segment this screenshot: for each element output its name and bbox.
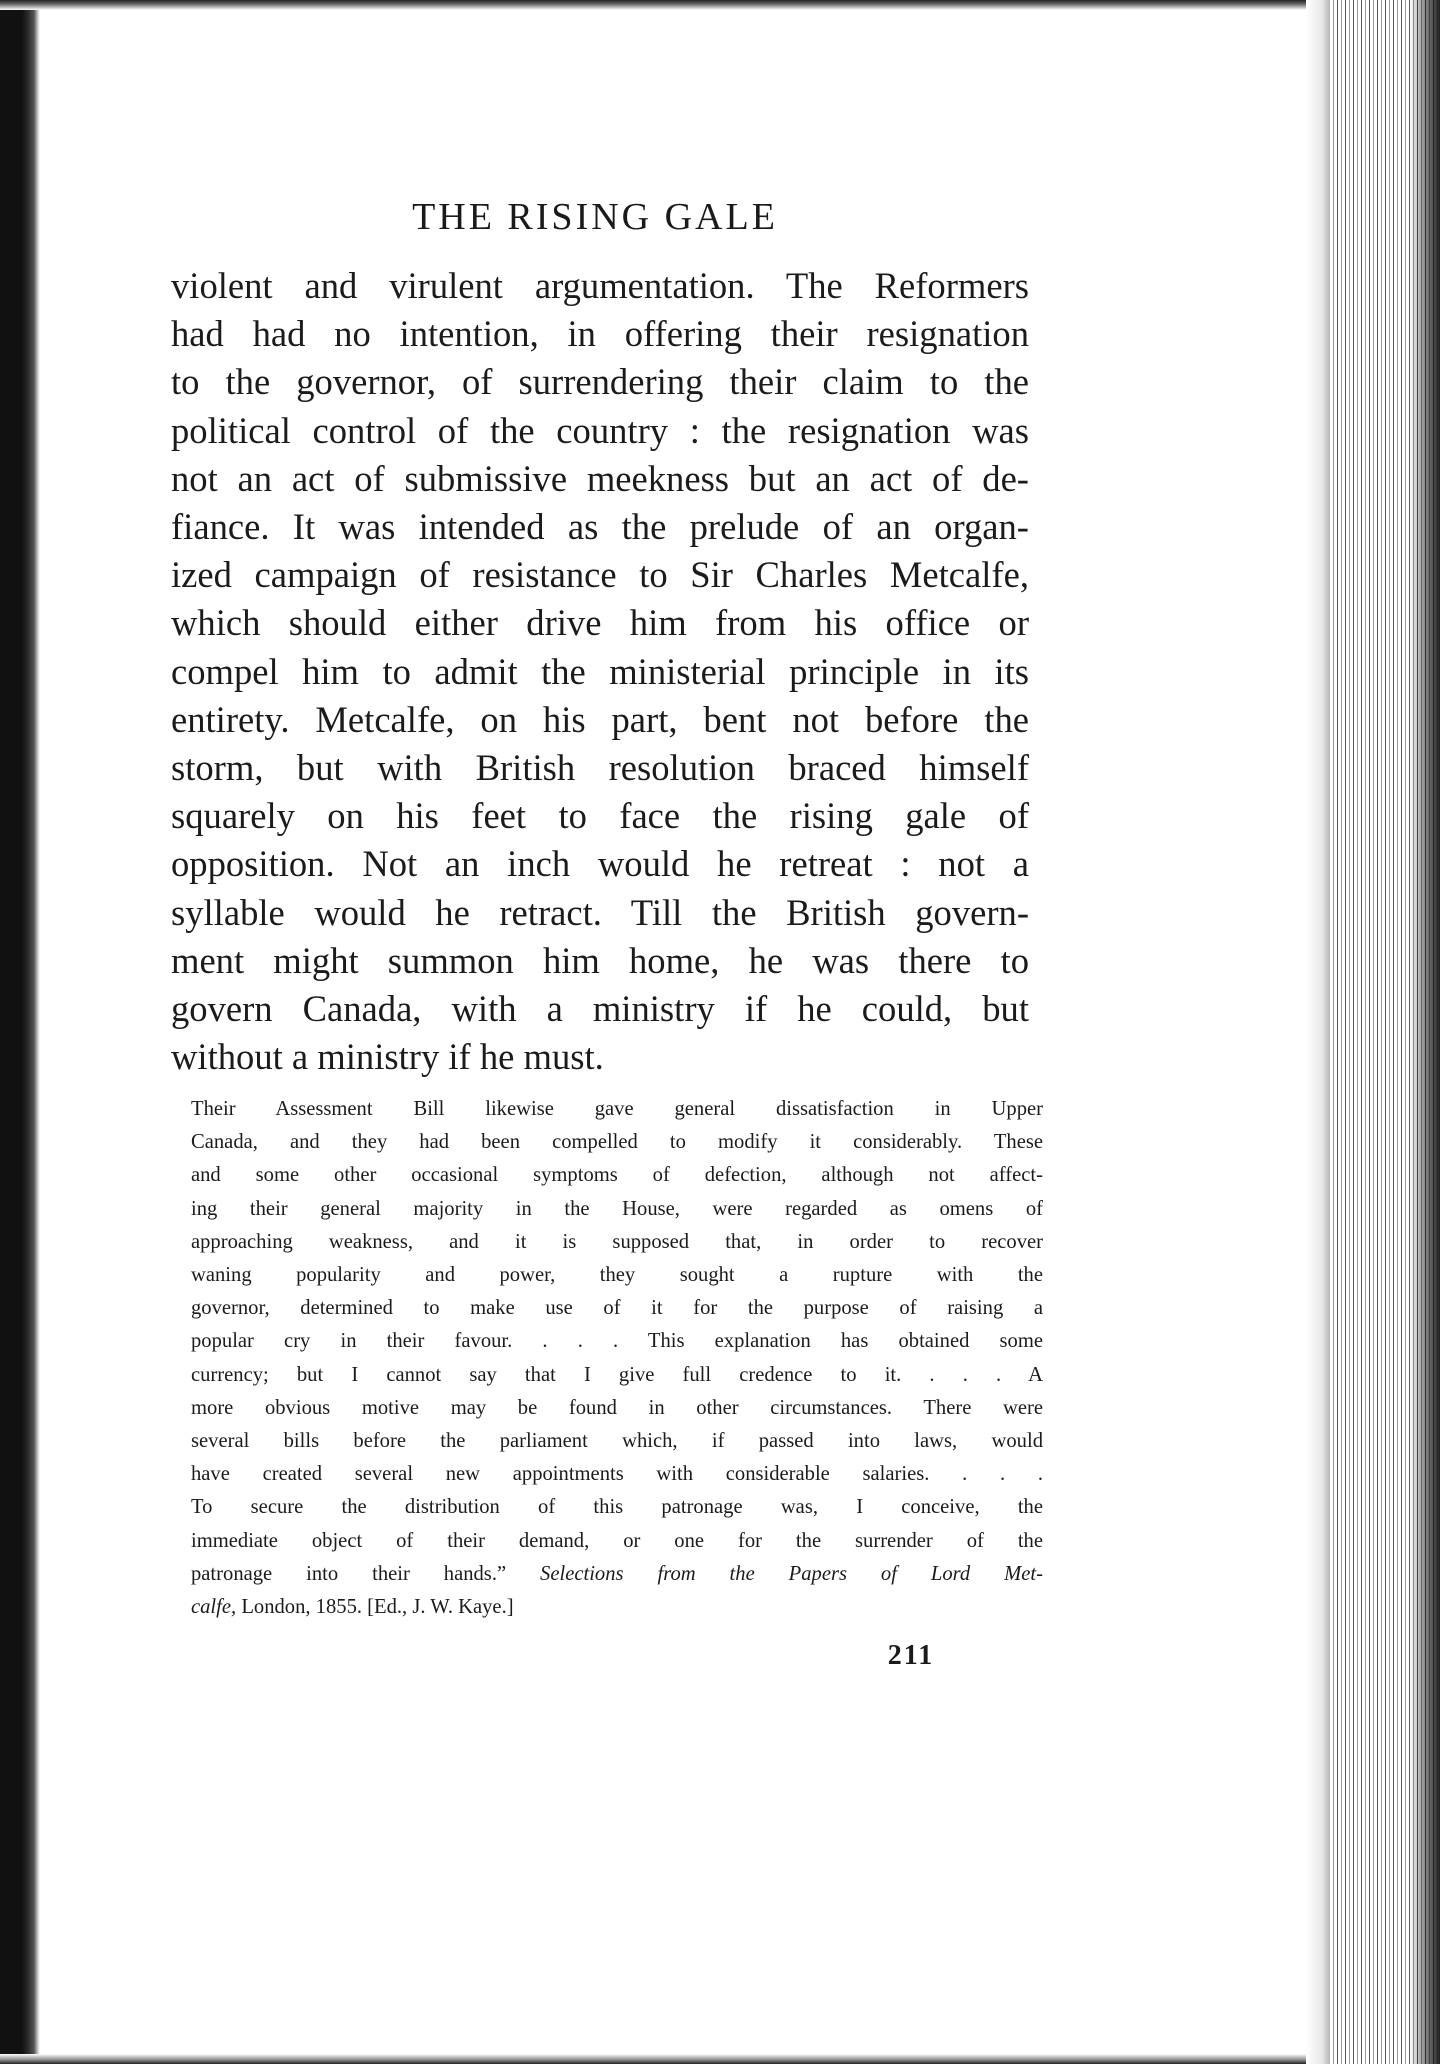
- body-line: storm, but with British resolution braced himself: [171, 747, 1029, 789]
- footnote-line: Their Assessment Bill likewise gave general dissatisfaction in Upper: [191, 1098, 1043, 1120]
- footnote-line: approaching weakness, and it is supposed that, in order to recover: [191, 1230, 1043, 1253]
- footnote-line: governor, determined to make use of it for the purpose of raising a: [191, 1297, 1043, 1320]
- footnote-line: currency; but I cannot say that I give full credence to it. . . . A: [191, 1363, 1043, 1386]
- footnote-citation-line: [191, 1591, 1043, 1624]
- running-head: THE RISING GALE: [412, 196, 778, 238]
- footnote-line: and some other occasional symptoms of defection, although not affect-: [191, 1164, 1043, 1187]
- body-text: [171, 262, 1029, 1081]
- citation-title-part-2: calfe,: [191, 1596, 237, 1619]
- body-line: which should either drive him from his office or: [171, 602, 1029, 644]
- footnote-citation-line: [191, 1558, 1043, 1591]
- right-edge-shadow: [1410, 0, 1440, 2064]
- body-line: ment might summon him home, he was there to: [171, 939, 1029, 981]
- page-curl-shadow: [1306, 0, 1330, 2064]
- footnote-line: immediate object of their demand, or one for the surrender of the: [191, 1529, 1043, 1552]
- body-line: not an act of submissive meekness but an act of de-: [171, 457, 1029, 499]
- footnote-line: have created several new appointments with considerable salaries. . . .: [191, 1463, 1043, 1486]
- body-line: had had no intention, in offering their resignation: [171, 313, 1029, 355]
- body-line: to the governor, of surrendering their claim to the: [171, 361, 1029, 403]
- body-line: syllable would he retract. Till the British govern-: [171, 891, 1029, 933]
- body-line: without a ministry if he must.: [171, 1036, 604, 1078]
- footnote-line: more obvious motive may be found in other circumstances. There were: [191, 1396, 1043, 1419]
- body-line: compel him to admit the ministerial principle in its: [171, 650, 1029, 692]
- body-line: squarely on his feet to face the rising gale of: [171, 795, 1029, 837]
- footnote-line: popular cry in their favour. . . . This explanation has obtained some: [191, 1330, 1043, 1353]
- book-binding-edge: [0, 0, 40, 2064]
- footnote: [191, 1093, 1043, 1624]
- body-line: opposition. Not an inch would he retreat : not a: [171, 843, 1029, 885]
- footnote-line: Canada, and they had been compelled to modify it considerably. These: [191, 1131, 1043, 1154]
- page-bottom-edge: [0, 2054, 1440, 2064]
- citation-title-part-1: Selections from the Papers of Lord Met-: [540, 1562, 1043, 1585]
- body-line: fiance. It was intended as the prelude of an organ-: [171, 506, 1029, 548]
- page-top-edge: [0, 0, 1440, 10]
- footnote-line: ing their general majority in the House, were regarded as omens of: [191, 1197, 1043, 1220]
- body-line: ized campaign of resistance to Sir Charles Metcalfe,: [171, 554, 1029, 596]
- footnote-line: To secure the distribution of this patronage was, I conceive, the: [191, 1496, 1043, 1519]
- footnote-line: several bills before the parliament which, if passed into laws, would: [191, 1430, 1043, 1453]
- footnote-quote-end: patronage into their hands.”: [191, 1562, 507, 1585]
- body-line: violent and virulent argumentation. The Reformers: [171, 265, 1029, 306]
- body-line: political control of the country : the resignation was: [171, 409, 1029, 451]
- page-number: 211: [887, 1640, 935, 1671]
- body-line: entirety. Metcalfe, on his part, bent not before the: [171, 698, 1029, 740]
- citation-publication: London, 1855. [Ed., J. W. Kaye.]: [236, 1596, 514, 1619]
- body-line: govern Canada, with a ministry if he could, but: [171, 988, 1029, 1030]
- footnote-line: waning popularity and power, they sought a rupture with the: [191, 1264, 1043, 1287]
